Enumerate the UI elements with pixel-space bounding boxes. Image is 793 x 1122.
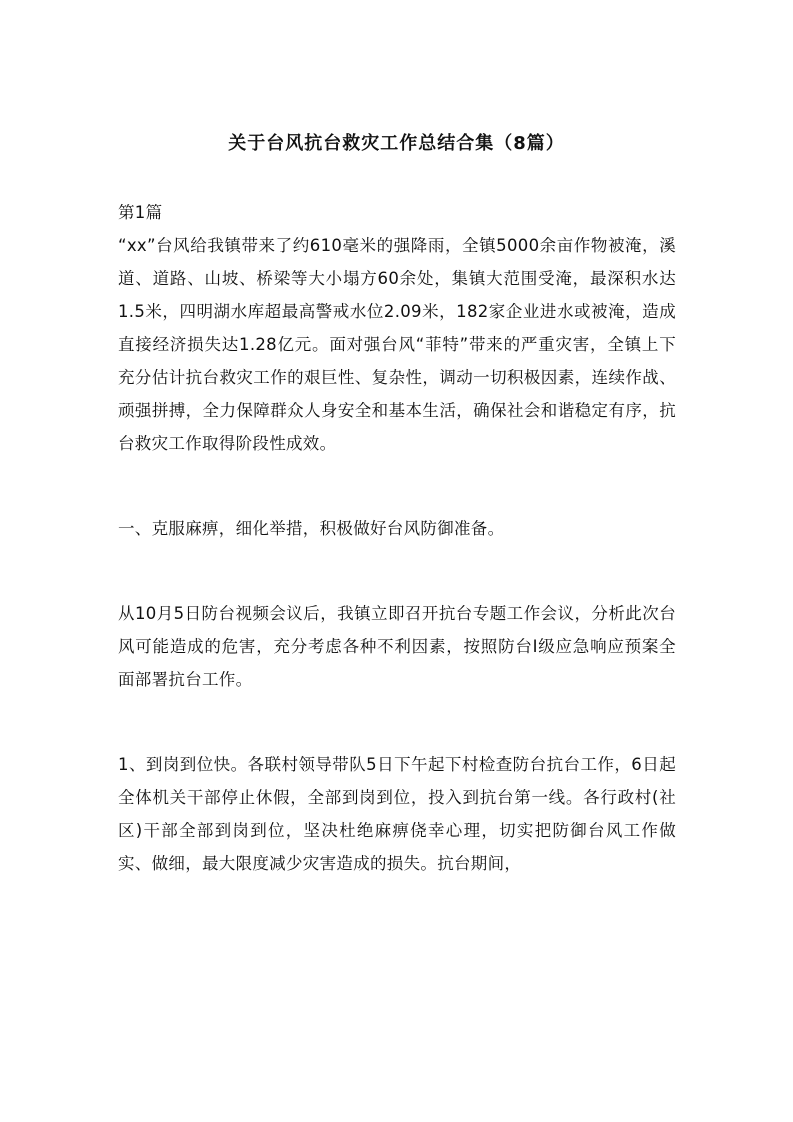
paragraph-point-1: 1、到岗到位快。各联村领导带队5日下午起下村检查防台抗台工作，6日起全体机关干部停止休假，全部到岗到位，投入到抗台第一线。各行政村(社区)干部全部到岗到位，坚决杜绝麻痹侥幸心理，切实把防御台风工作做实、做细，最大限度减少灾害造成的损失。抗台期间， (118, 755, 676, 873)
paragraph-spacer (118, 696, 676, 748)
section-heading: 一、克服麻痹，细化举措，积极做好台风防御准备。 (118, 519, 505, 538)
document-title: 关于台风抗台救灾工作总结合集（8篇） (228, 133, 565, 154)
document-body (118, 196, 676, 880)
section-label: 第1篇 (118, 203, 163, 222)
paragraph-spacer (118, 460, 676, 512)
paragraph-meeting: 从10月5日防台视频会议后，我镇立即召开抗台专题工作会议，分析此次台风可能造成的危害，充分考虑各种不利因素，按照防台Ⅰ级应急响应预案全面部署抗台工作。 (118, 604, 676, 689)
paragraph-spacer (118, 545, 676, 597)
paragraph-intro: “xx”台风给我镇带来了约610毫米的强降雨，全镇5000余亩作物被淹，溪道、道路、山坡、桥梁等大小塌方60余处，集镇大范围受淹，最深积水达1.5米，四明湖水库超最高警戒水位2.09米，182家企业进水或被淹，造成直接经济损失达1.28亿元。面对强台风“菲特”带来的严重灾害，全镇上下充分估计抗台救灾工作的艰巨性、复杂性，调动一切积极因素，连续作战、顽强拼搏，全力保障群众人身安全和基本生活，确保社会和谐稳定有序，抗台救灾工作取得阶段性成效。 (118, 236, 676, 453)
